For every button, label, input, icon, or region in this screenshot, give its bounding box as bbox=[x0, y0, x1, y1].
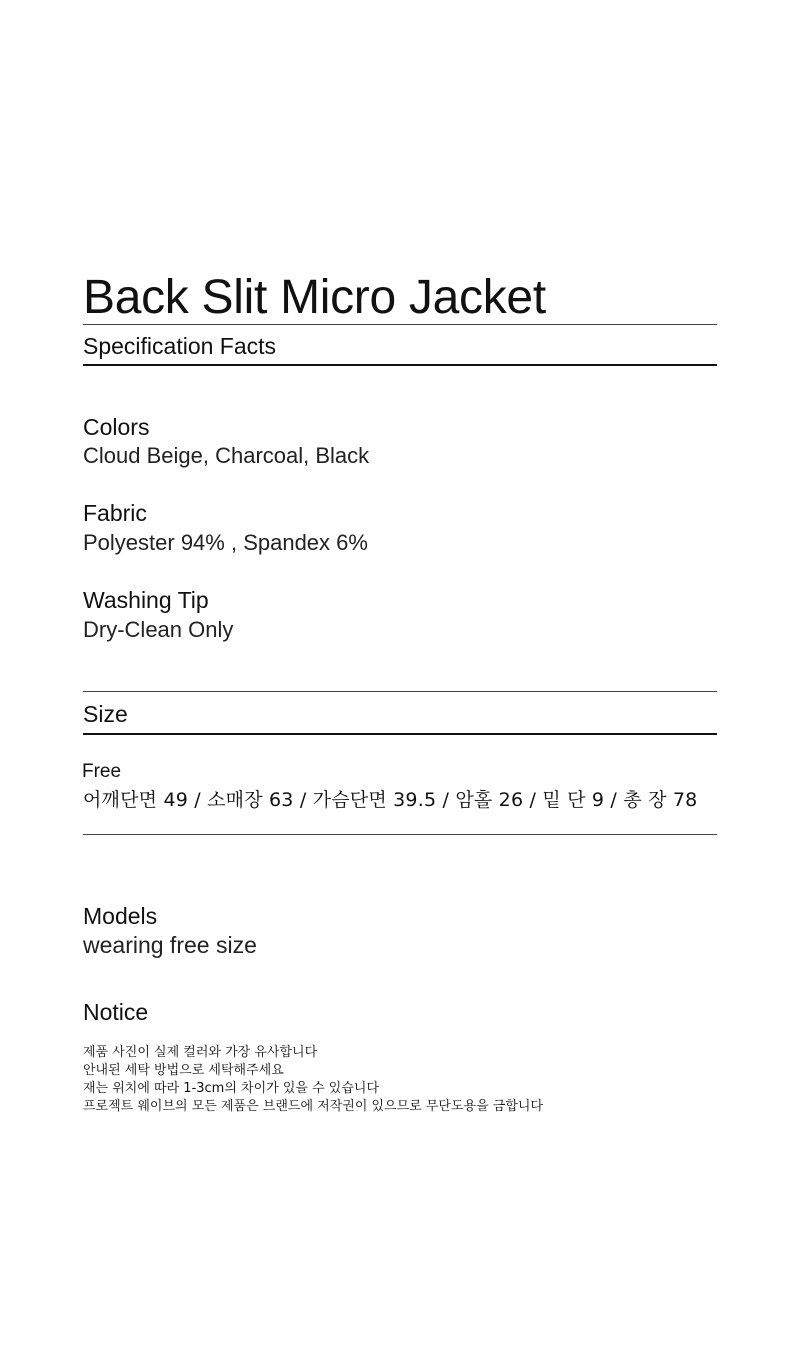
washing-tip-label: Washing Tip bbox=[83, 587, 209, 613]
models-value: wearing free size bbox=[83, 932, 257, 958]
fabric-label: Fabric bbox=[83, 500, 147, 526]
divider bbox=[83, 733, 717, 735]
spec-heading: Specification Facts bbox=[83, 333, 277, 359]
divider bbox=[83, 834, 717, 835]
fabric-value: Polyester 94% , Spandex 6% bbox=[83, 530, 368, 555]
notice-line: 프로젝트 웨이브의 모든 제품은 브랜드에 저작권이 있으므로 무단도용을 금합니다 bbox=[83, 1099, 544, 1114]
models-label: Models bbox=[83, 903, 158, 929]
washing-tip-value: Dry-Clean Only bbox=[83, 617, 234, 642]
notice-line: 재는 위치에 따라 1-3cm의 차이가 있을 수 있습니다 bbox=[83, 1081, 380, 1096]
notice-line: 안내된 세탁 방법으로 세탁해주세요 bbox=[83, 1063, 284, 1078]
product-title: Back Slit Micro Jacket bbox=[83, 271, 546, 325]
divider bbox=[83, 324, 717, 325]
colors-value: Cloud Beige, Charcoal, Black bbox=[83, 443, 370, 468]
divider bbox=[83, 691, 717, 692]
colors-label: Colors bbox=[83, 414, 150, 440]
notice-heading: Notice bbox=[83, 999, 149, 1025]
notice-list bbox=[83, 1044, 543, 1116]
size-measurements: 어깨단면 49 / 소매장 63 / 가슴단면 39.5 / 암홀 26 / 밑 단 9 / 총 장 78 bbox=[83, 789, 698, 811]
size-heading: Size bbox=[83, 701, 128, 727]
size-name: Free bbox=[82, 761, 122, 782]
notice-line: 제품 사진이 실제 컬러와 가장 유사합니다 bbox=[83, 1045, 318, 1060]
divider bbox=[83, 364, 717, 366]
